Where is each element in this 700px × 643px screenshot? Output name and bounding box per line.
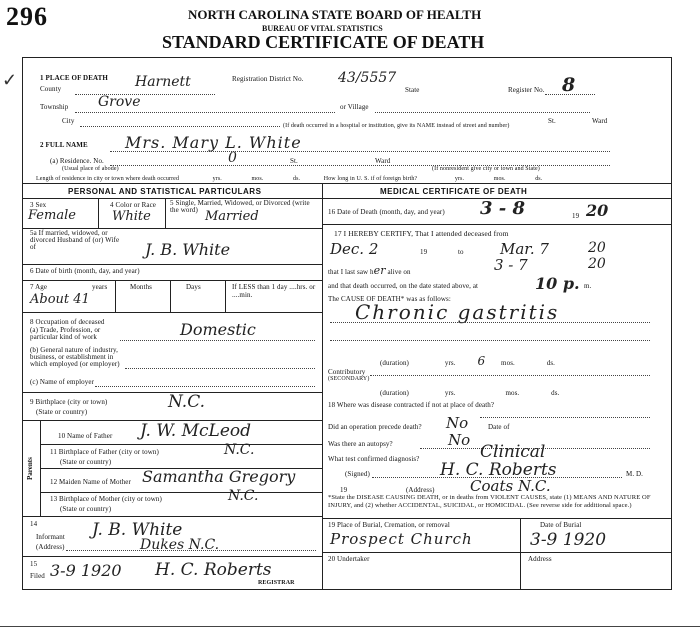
signed-label: (Signed) <box>345 470 370 478</box>
burial-date-label: Date of Burial <box>540 521 582 529</box>
husband-value: J. B. White <box>145 240 231 259</box>
border-top <box>22 57 672 58</box>
less-than-day-label: If LESS than 1 day ....hrs. or ....min. <box>232 283 316 299</box>
last-saw-date: 3 - 7 <box>494 256 528 274</box>
marital-value: Married <box>205 209 259 224</box>
filed-label: Filed <box>30 572 45 580</box>
township-label: Township <box>40 103 69 111</box>
sex-label: 3 Sex <box>30 201 47 209</box>
days-label: Days <box>186 283 201 291</box>
informant-value: J. B. White <box>92 520 183 540</box>
burial-date-value: 3-9 1920 <box>530 530 607 550</box>
months-label: Months <box>130 283 152 291</box>
attended-to: Mar. 7 <box>500 240 549 258</box>
md-label: M. D. <box>626 470 644 478</box>
father-value: J. W. McLeod <box>140 421 252 441</box>
occupation-c-label: (c) Name of employer <box>30 378 94 386</box>
register-label: Register No. <box>508 86 545 94</box>
undertaker-address-label: Address <box>528 555 552 563</box>
color-value: White <box>112 209 151 224</box>
last-saw-year: 20 <box>588 256 606 272</box>
occupation-b-label: (b) General nature of industry, business, or establishment in which employed (or employer) <box>30 346 120 368</box>
date-of-death-year: 20 <box>586 201 609 220</box>
diagnosis-value: Clinical <box>480 442 546 462</box>
attended-from: Dec. 2 <box>330 240 379 258</box>
years-label: years <box>92 283 108 291</box>
residence-ward-label: Ward <box>375 157 391 165</box>
full-name-value: Mrs. Mary L. White <box>125 133 302 152</box>
village-label: or Village <box>340 103 369 111</box>
occupation-label: 8 Occupation of deceased <box>30 318 105 326</box>
mother-birthplace-value: N.C. <box>228 488 259 504</box>
contributory-label: Contributory <box>328 368 366 376</box>
usual-place-note: (Usual place of abode) <box>62 166 119 172</box>
informant-label: Informant <box>36 533 65 541</box>
nonresident-note: (If nonresident give city or town and State) <box>432 166 540 172</box>
stamp-number: 296 <box>6 2 48 31</box>
date-of-death-value: 3 - 8 <box>480 198 526 219</box>
occupation-value: Domestic <box>180 320 256 339</box>
father-birthplace-label: 11 Birthplace of Father (city or town) <box>50 448 159 456</box>
birthplace-label: 9 Birthplace (city or town) <box>30 398 108 406</box>
operation-date-label: Date of <box>488 423 510 431</box>
father-birthplace-value: N.C. <box>224 442 255 458</box>
mother-value: Samantha Gregory <box>142 467 296 486</box>
father-birthplace-sub: (State or country) <box>60 458 112 466</box>
agency-title: NORTH CAROLINA STATE BOARD OF HEALTH <box>188 7 482 22</box>
death-time-suffix: m. <box>584 282 592 290</box>
age-label: 7 Age <box>30 283 48 291</box>
medical-section-header: MEDICAL CERTIFICATE OF DEATH <box>380 187 528 196</box>
autopsy-value: No <box>448 431 471 449</box>
registration-district-label: Registration District No. <box>232 75 304 83</box>
burial-value: Prospect Church <box>330 530 473 548</box>
diagnosis-label: What test confirmed diagnosis? <box>328 455 420 463</box>
street-label: St. <box>548 117 556 125</box>
personal-section-header: PERSONAL AND STATISTICAL PARTICULARS <box>68 187 262 196</box>
attended-from-year: 19 <box>420 248 428 256</box>
scan-edge <box>0 626 700 627</box>
parents-side-label: Parents <box>26 457 34 480</box>
signature-year-label: 19 <box>340 486 348 494</box>
date-of-death-label: 16 Date of Death (month, day, and year) <box>328 208 445 216</box>
cause-label: The CAUSE OF DEATH* was as follows: <box>328 295 451 303</box>
county-value: Harnett <box>135 74 191 90</box>
register-value: 8 <box>562 74 576 96</box>
hospital-note: (If death occurred in a hospital or institution, give its NAME instead of street and number) <box>283 123 510 129</box>
border-bottom <box>22 589 672 590</box>
registration-district-value: 43/5557 <box>338 70 397 86</box>
death-time: 10 p. <box>535 274 580 293</box>
birthplace-value: N.C. <box>168 392 205 412</box>
birth-date-label: 6 Date of birth (month, day, and year) <box>30 267 140 275</box>
mother-birthplace-label: 13 Birthplace of Mother (city or town) <box>50 495 162 503</box>
residence-no: 0 <box>228 150 237 166</box>
duration-2-line: (duration) yrs. mos. ds. <box>380 389 560 397</box>
operation-label: Did an operation precede death? <box>328 423 422 431</box>
border-right <box>671 57 672 590</box>
attended-to-label: to <box>458 248 464 256</box>
certify-label: 17 I HEREBY CERTIFY, That I attended deceased from <box>334 229 509 238</box>
mother-birthplace-sub: (State or country) <box>60 505 112 513</box>
duration-line: (duration) yrs. 6 mos. ds. <box>380 354 556 368</box>
place-label: 1 PLACE OF DEATH <box>40 74 108 82</box>
undertaker-label: 20 Undertaker <box>328 555 370 563</box>
husband-label: 5a If married, widowed, or divorced Husband of (or) Wife of <box>30 229 120 251</box>
page-title: STANDARD CERTIFICATE OF DEATH <box>162 32 485 52</box>
cause-footnote: *State the DISEASE CAUSING DEATH, or in deaths from VIOLENT CAUSES, state (1) MEANS AND NATURE OF INJURY, and (2) whether ACCIDENTAL, SUICIDAL, or HOMICIDAL. (See reverse side for additional space.) <box>328 494 651 509</box>
occupation-a-label: (a) Trade, Profession, or particular kind of work <box>30 326 101 341</box>
residence-label: (a) Residence. No. <box>50 157 104 165</box>
signature-address: Coats N.C. <box>470 477 551 495</box>
burial-label: 19 Place of Burial, Cremation, or removal <box>328 521 450 529</box>
informant-number: 14 <box>30 520 38 528</box>
secondary-label: (SECONDARY) <box>328 376 370 382</box>
contracted-label: 18 Where was disease contracted if not at place of death? <box>328 401 495 409</box>
birthplace-sub: (State or country) <box>36 408 88 416</box>
marital-label: 5 Single, Married, Widowed, or Divorced (write the word) <box>170 199 310 214</box>
state-label: State <box>405 86 420 94</box>
signature-address-label: (Address) <box>406 486 435 494</box>
attended-to-year: 20 <box>588 240 606 256</box>
border-left <box>22 57 23 590</box>
color-label: 4 Color or Race <box>110 201 157 209</box>
cause-value: Chronic gastritis <box>355 300 560 324</box>
full-name-label: 2 FULL NAME <box>40 141 88 149</box>
residence-street-label: St. <box>290 157 298 165</box>
last-saw-label: that I last saw her alive on <box>328 264 411 277</box>
father-label: 10 Name of Father <box>58 432 113 440</box>
township-value: Grove <box>98 94 141 110</box>
column-divider <box>322 183 323 590</box>
margin-check-mark: ✓ <box>2 70 18 90</box>
city-label: City <box>62 117 75 125</box>
age-value: About 41 <box>30 292 90 307</box>
operation-value: No <box>446 414 469 432</box>
sex-value: Female <box>28 208 76 223</box>
informant-address-label: (Address) <box>36 543 65 551</box>
date-of-death-year-prefix: 19 <box>572 212 580 220</box>
registrar-label: REGISTRAR <box>258 580 295 586</box>
physician-signature: H. C. Roberts <box>440 460 557 480</box>
autopsy-label: Was there an autopsy? <box>328 440 393 448</box>
mother-label: 12 Maiden Name of Mother <box>50 478 131 486</box>
filed-date: 3-9 1920 <box>50 561 122 580</box>
filed-number: 15 <box>30 560 38 568</box>
informant-address-value: Dukes N.C. <box>140 537 220 553</box>
bureau-subtitle: BUREAU OF VITAL STATISTICS <box>262 24 383 33</box>
county-label: County <box>40 85 62 93</box>
ward-label: Ward <box>592 117 608 125</box>
length-of-residence: Length of residence in city or town where death occurred yrs. mos. ds. How long in U. S. if of foreign birth? yrs. mos. ds. <box>36 176 543 182</box>
death-occurred-label: and that death occurred, on the date stated above, at <box>328 282 479 290</box>
registrar-signature: H. C. Roberts <box>155 560 272 580</box>
